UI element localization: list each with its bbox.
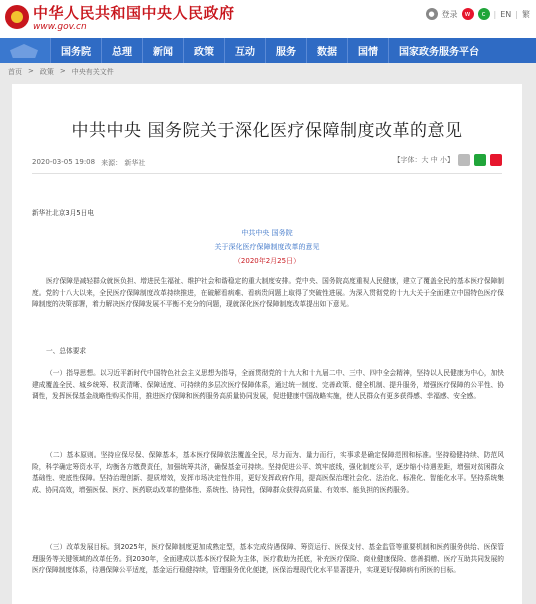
- nav-item-services[interactable]: 服务: [265, 38, 306, 63]
- breadcrumb-home[interactable]: 首页: [8, 68, 22, 76]
- document-date: （2020年2月25日）: [233, 257, 301, 265]
- issuer: 中共中央 国务院: [241, 229, 293, 237]
- section-heading: 一、总体要求: [46, 347, 87, 355]
- divider: |: [515, 9, 518, 19]
- document-title: 关于深化医疗保障制度改革的意见: [214, 243, 320, 251]
- user-icon[interactable]: ●: [426, 8, 438, 20]
- article-source: 来源： 新华社: [101, 159, 146, 167]
- font-size-control[interactable]: 【字体：大 中 小】: [393, 156, 454, 164]
- login-link[interactable]: 登录: [441, 9, 458, 19]
- article-meta: [32, 158, 145, 168]
- paragraph-basic-principles: （二）基本原则。坚持应保尽保、保障基本，基本医疗保障依法覆盖全民，尽力而为、量力而行，实事求是确定保障范围和标准。坚持稳健持续、防范风险，科学确定筹资水平，均衡各方缴费责任，加强统筹共济，确保基金可持续。坚持促进公平、筑牢底线，强化制度公平，逐步缩小待遇差距，增强对贫困群众基础性、兜底性保障。坚持治理创新、提质增效，发挥市场决定性作用，更好发挥政府作用，提高医保治理社会化、法治化、标准化、智能化水平。坚持系统集成、协同高效，增强医保、医疗、医药联动改革的整体性、系统性、协同性，保障群众获得高质量、有效率、能负担的医药服务。: [32, 451, 504, 494]
- breadcrumb-policy[interactable]: 政策: [39, 68, 54, 76]
- paragraph-intro: 医疗保障是减轻群众就医负担、增进民生福祉、维护社会和谐稳定的重大制度安排。党中央、国务院高度重视人民健康，建立了覆盖全民的基本医疗保障制度。党的十八大以来，全民医疗保障制度改革持续推进，在破解看病难、看病贵问题上取得了突破性进展。为深入贯彻党的十九大关于全面建立中国特色医疗保障制度的决策部署，着力解决医疗保障发展不平衡不充分的问题，现就深化医疗保障制度改革提出如下意见。: [32, 277, 504, 308]
- main-nav: [0, 38, 536, 63]
- nav-item-national-info[interactable]: 国情: [347, 38, 388, 63]
- breadcrumb-central-documents[interactable]: 中央有关文件: [71, 68, 114, 76]
- paragraph-reform-goals: （三）改革发展目标。到2025年，医疗保障制度更加成熟定型，基本完成待遇保障、筹资运行、医保支付、基金监管等重要机制和医药服务供给、医保管理服务等关键领域的改革任务。到2030年，全面建成以基本医疗保险为主体，医疗救助为托底，补充医疗保险、商业健康保险、慈善捐赠、医疗互助共同发展的医疗保障制度体系，待遇保障公平适度，基金运行稳健持续，管理服务优化便捷，医保治理现代化水平显著提升，实现更好保障病有所医的目标。: [32, 543, 504, 574]
- top-utility-bar: [426, 8, 530, 20]
- nav-item-state-council[interactable]: 国务院: [50, 38, 101, 63]
- wechat-icon[interactable]: c: [478, 8, 490, 20]
- nav-item-premier[interactable]: 总理: [101, 38, 142, 63]
- paragraph-guiding-ideology: （一）指导思想。以习近平新时代中国特色社会主义思想为指导，全面贯彻党的十九大和十九届二中、三中、四中全会精神，坚持以人民健康为中心，加快建成覆盖全民、城乡统筹、权责清晰、保障适度、可持续的多层次医疗保障体系，通过统一制度、完善政策、健全机制、提升服务，增强医疗保障的公平性、协调性，发挥医保基金战略性购买作用，推进医疗保障和医药服务高质量协同发展，促进健康中国战略实施，使人民群众有更多获得感、幸福感、安全感。: [32, 369, 504, 400]
- wechat-share-icon[interactable]: [474, 154, 486, 166]
- article-panel: [12, 84, 522, 604]
- breadcrumb-separator: >: [59, 67, 66, 75]
- nav-item-interaction[interactable]: 互动: [224, 38, 265, 63]
- site-header: [0, 0, 536, 38]
- national-emblem-icon[interactable]: [5, 5, 29, 29]
- article-title: 中共中央 国务院关于深化医疗保障制度改革的意见: [71, 121, 463, 141]
- lang-traditional-link[interactable]: 繁: [522, 9, 530, 19]
- divider: |: [493, 9, 497, 19]
- breadcrumb-separator: >: [28, 67, 34, 75]
- dateline: 新华社北京3月5日电: [32, 209, 95, 217]
- print-icon[interactable]: [458, 154, 470, 166]
- nav-item-data[interactable]: 数据: [306, 38, 347, 63]
- divider-line: [32, 173, 502, 174]
- nav-item-news[interactable]: 新闻: [142, 38, 183, 63]
- tiananmen-icon[interactable]: [0, 38, 50, 63]
- nav-item-gov-service-platform[interactable]: 国家政务服务平台: [388, 38, 489, 63]
- lang-en-link[interactable]: EN: [500, 9, 512, 19]
- weibo-share-icon[interactable]: [490, 154, 502, 166]
- nav-item-policy[interactable]: 政策: [183, 38, 224, 63]
- article-tools: [394, 154, 502, 166]
- breadcrumb: [8, 67, 114, 77]
- weibo-icon[interactable]: w: [462, 8, 474, 20]
- site-domain: www.gov.cn: [33, 22, 87, 32]
- publish-date: 2020-03-05 19:08: [32, 158, 96, 166]
- site-title[interactable]: 中华人民共和国中央人民政府: [33, 4, 235, 22]
